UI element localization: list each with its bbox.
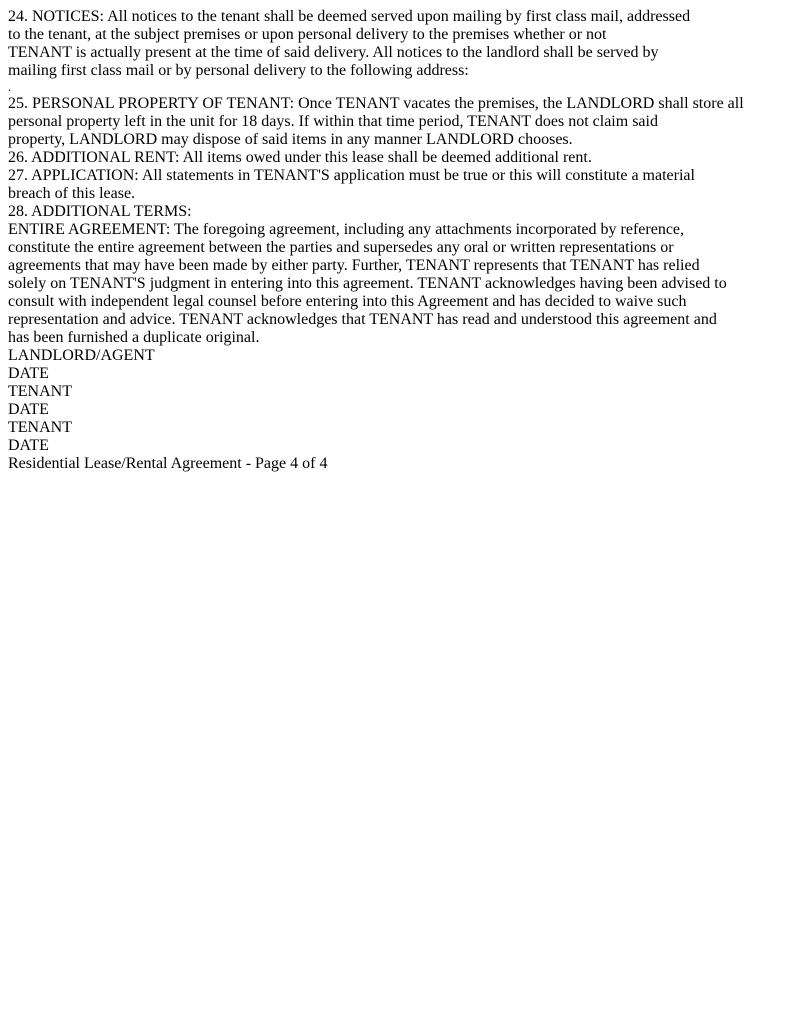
entire-agreement-line: solely on TENANT'S judgment in entering into this agreement. TENANT acknowledges having been advised to — [8, 275, 727, 292]
redacted-text: the LANDLORD — [542, 95, 655, 112]
clause-number: 27. — [8, 167, 28, 184]
clause-text: not claim said — [568, 113, 658, 130]
clause-25 — [8, 95, 786, 113]
entire-agreement-line — [8, 221, 786, 239]
entire-agreement-line: constitute the entire agreement between the parties and supersedes any oral or written representations or — [8, 239, 674, 256]
clause-text: personal property left in the unit for 18 days. If within that time period, — [8, 113, 464, 130]
redacted-text: TENANT does — [467, 113, 565, 130]
redacted-text: chooses. — [517, 131, 573, 148]
footer-page-number: 4 — [290, 455, 299, 472]
clause-text: breach of this lease. — [8, 185, 136, 202]
entire-agreement-line: has been furnished a duplicate original. — [8, 329, 260, 346]
footer-total-pages: 4 — [319, 455, 328, 472]
clause-text: All notices to the tenant shall be deemed — [107, 8, 368, 25]
clause-24-line — [8, 62, 786, 80]
clause-25-line — [8, 113, 786, 131]
footer-of: of — [302, 455, 316, 472]
clause-25-line — [8, 131, 786, 149]
footer-document-title: Residential Lease/Rental Agreement - Page — [8, 455, 287, 472]
date-label: DATE — [8, 401, 49, 418]
clause-24 — [8, 8, 786, 26]
date-label: DATE — [8, 437, 49, 454]
clause-text: All statements in TENANT'S application must be true — [141, 167, 488, 184]
entire-agreement-line: representation and advice. TENANT acknowledges that TENANT has read and understood this agreement and — [8, 311, 717, 328]
clause-text: TENANT is actually present at the time of said delivery. All notices to the landlord — [8, 44, 540, 61]
signature-role-label: TENANT — [8, 383, 72, 400]
clause-24-line — [8, 26, 786, 44]
entire-agreement-line: agreements that may have been made by either party. Further, TENANT represents that TENANT has relied — [8, 257, 700, 274]
date-label: DATE — [8, 365, 49, 382]
redacted-text: shall be served by — [543, 44, 659, 61]
entire-agreement-heading: ENTIRE AGREEMENT: — [8, 221, 171, 238]
clause-24-line — [8, 44, 786, 62]
clause-number: 26. — [8, 149, 28, 166]
clause-heading: ADDITIONAL TERMS: — [31, 203, 192, 220]
clause-text: shall store all — [658, 95, 744, 112]
entire-agreement-paragraph — [8, 221, 786, 347]
signature-row-tenant-2 — [8, 419, 786, 455]
clause-number: 25. — [8, 95, 28, 112]
page-footer — [8, 455, 786, 473]
clause-heading: NOTICES: — [32, 8, 104, 25]
clause-number: 28. — [8, 203, 28, 220]
redacted-text: delivery to the premises whether or not — [355, 26, 607, 43]
clause-text: a material — [631, 167, 695, 184]
clause-text: mailing first class mail or by personal delivery to the following address: — [8, 62, 469, 79]
clause-number: 24. — [8, 8, 28, 25]
clause-28 — [8, 203, 786, 221]
document-page — [8, 8, 786, 473]
signature-role-label: TENANT — [8, 419, 72, 436]
entire-agreement-line: consult with independent legal counsel before entering into this Agreement and has decided to waive such — [8, 293, 687, 310]
clause-heading: ADDITIONAL RENT: — [31, 149, 180, 166]
clause-text: to the tenant, at the subject premises or upon personal — [8, 26, 352, 43]
paragraph-text: The foregoing agreement, including any attachments incorporated by reference, — [174, 221, 685, 238]
signature-role-label: LANDLORD/AGENT — [8, 347, 155, 364]
redacted-text: additional rent. — [494, 149, 592, 166]
clause-heading: PERSONAL PROPERTY OF TENANT: — [32, 95, 295, 112]
clause-26 — [8, 149, 786, 167]
clause-text: All items owed under this lease shall be deemed — [182, 149, 491, 166]
clause-text: Once TENANT vacates the premises, — [298, 95, 539, 112]
signature-row-landlord — [8, 347, 786, 383]
clause-27-line — [8, 185, 786, 203]
clause-text: property, LANDLORD may dispose of said items in any manner LANDLORD — [8, 131, 514, 148]
redacted-text: served upon mailing by first class mail, addressed — [371, 8, 691, 25]
signature-row-tenant-1 — [8, 383, 786, 419]
clause-27 — [8, 167, 786, 185]
clause-heading: APPLICATION: — [31, 167, 139, 184]
redacted-text: or this will constitute — [491, 167, 628, 184]
address-period: . — [8, 80, 12, 94]
